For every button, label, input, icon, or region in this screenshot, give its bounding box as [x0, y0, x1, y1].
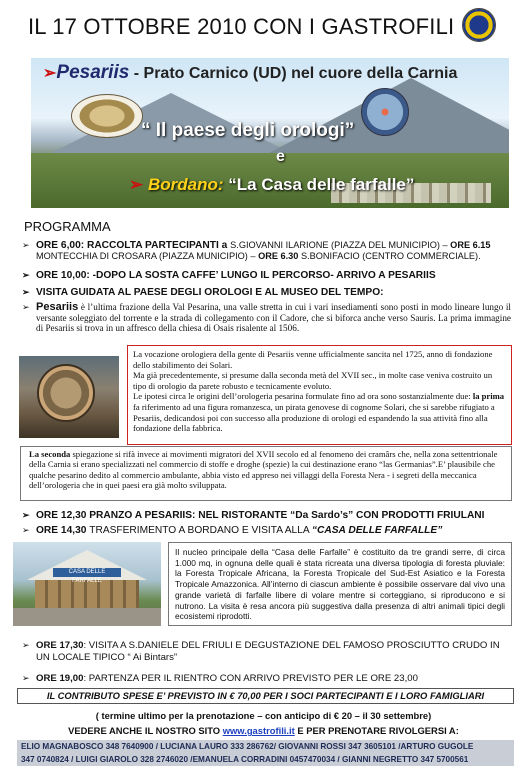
- program-item-trasferimento: ➢ ORE 14,30 TRASFERIMENTO A BORDANO E VISITA ALLA “CASA DELLE FARFALLE”: [22, 525, 443, 536]
- page-title: IL 17 OTTOBRE 2010 CON I GASTROFILI: [28, 14, 455, 39]
- program-item-san-daniele: ➢ ORE 17,30: VISITA A S.DANIELE DEL FRIULI E DEGUSTAZIONE DEL FAMOSO PROSCIUTTO CRUDO IN UN LOCALE TIPICO “ Ai Bintars”: [22, 640, 500, 663]
- arrow-bullet-icon: ➢: [22, 270, 30, 280]
- farfalle-sign: CASA DELLE FARFALLE: [53, 568, 121, 577]
- arrow-bullet-icon: ➢: [43, 65, 57, 82]
- contacts-line: 347 0740824 / LUIGI GIAROLO 328 2746020 /EMANUELA CORRADINI 0457470034 / GIANNI NEGRETTO 347 5700561: [21, 754, 469, 764]
- sundial-photo: [19, 356, 119, 438]
- program-item-pranzo: ➢ ORE 12,30 PRANZO A PESARIIS: NEL RISTORANTE “Da Sardo’s” CON PRODOTTI FRIULANI: [22, 510, 485, 521]
- hero-bordano-subtitle: “La Casa delle farfalle”: [223, 175, 415, 194]
- program-item-partenza: ➢ ORE 19,00: PARTENZA PER IL RIENTRO CON ARRIVO PREVISTO PER LE ORE 23,00: [22, 673, 418, 684]
- contributo-banner: IL CONTRIBUTO SPESE E’ PREVISTO IN € 70,00 PER I SOCI PARTECIPANTI E I LORO FAMIGLIARI: [17, 688, 514, 704]
- arrow-bullet-icon: ➢: [129, 175, 144, 194]
- arrow-bullet-icon: ➢: [22, 640, 30, 650]
- hero-line-pesariis: [43, 62, 457, 84]
- arrow-bullet-icon: ➢: [22, 287, 30, 297]
- programma-heading: PROGRAMMA: [24, 219, 111, 234]
- arrow-bullet-icon: ➢: [22, 673, 30, 683]
- program-item-visita: ➢ VISITA GUIDATA AL PAESE DEGLI OROLOGI E AL MUSEO DEL TEMPO:: [22, 287, 384, 298]
- sundial-image-icon: [71, 94, 143, 138]
- hero-town-pesariis: Pesariis: [56, 62, 130, 83]
- contacts-box: [17, 740, 514, 766]
- site-and-contacts-line: VEDERE ANCHE IL NOSTRO SITO www.gastrofili.it E PER PRENOTARE RIVOLGERSI A:: [68, 725, 459, 736]
- casa-farfalle-photo: [13, 542, 161, 626]
- history-box: [127, 345, 512, 445]
- contacts-line: ELIO MAGNABOSCO 348 7640900 / LUCIANA LAURO 333 286762/ GIOVANNI ROSSI 347 3605101 /ARTURO GUGOLE: [21, 742, 474, 751]
- program-item-pesariis-description: ➢ Pesariis è l’ultima frazione della Val Pesarina, una valle stretta in cui i vari insediamenti sono posti in modo lineare lungo il versante soleggiato del torrente e la strada di collegamento con il Cadore, che si biforca anche verso Sauris. La prima immagine di Pesariis si trova in un affresco della chiesa di Osais risalente al 1506.: [22, 301, 511, 333]
- hero-line-bordano: [129, 175, 414, 195]
- program-item-arrivo: ➢ ORE 10,00: -DOPO LA SOSTA CAFFE’ LUNGO IL PERCORSO- ARRIVO A PESARIIS: [22, 270, 436, 281]
- clock-face-image-icon: [361, 88, 409, 136]
- arrow-bullet-icon: ➢: [22, 302, 30, 312]
- arrow-bullet-icon: ➢: [22, 510, 30, 520]
- program-item-raccolta: ➢ ORE 6,00: RACCOLTA PARTECIPANTI a S.GIOVANNI ILARIONE (PIAZZA DEL MUNICIPIO) – ORE 6.15 MONTECCHIA DI CROSARA (PIAZZA MUNICIPIO) – ORE 6.30 S.BONIFACIO (CENTRO COMMERCIALE).: [22, 240, 491, 261]
- farfalle-description-box: Il nucleo principale della “Casa delle Farfalle” è costituito da tre grandi serre, di circa 1.000 mq, in ognuna delle quali è stata ricreata una diversa tipologia di foresta pluviale: la Foresta Tropicale Africana, la Foresta Tropicale del Sud-Est Asiatico e la Foresta Tropicale Amazzonica. All’interno di ciascun ambiente è possibile osservare dal vivo una grande varietà di farfalle libere di volare mentre si corteggiano, si riproducono e si nutrono. La visita è resa ancora più suggestiva dalla presenza di altri animali tipici degli ecosistemi riprodotti.: [168, 542, 512, 626]
- website-link[interactable]: www.gastrofili.it: [222, 725, 295, 736]
- hero-conjunction: e: [276, 148, 285, 165]
- arrow-bullet-icon: ➢: [22, 525, 30, 535]
- hero-banner: [31, 58, 509, 208]
- hero-town-bordano: Bordano:: [147, 175, 224, 194]
- gastrofili-logo-icon: [462, 8, 496, 42]
- termine-note: ( termine ultimo per la prenotazione – con anticipo di € 20 – il 30 settembre): [95, 710, 432, 721]
- history-paragraph: La vocazione orologiera della gente di Pesariis venne ufficialmente sancita nel 1725, anno di fondazione dello stabilimento dei Solari.: [133, 349, 493, 370]
- hero-slogan: “ Il paese degli orologi”: [141, 120, 355, 141]
- history-paragraph: Le ipotesi circa le origini dell’orologeria pesarina formulate fino ad ora sono sostanzialmente due: la prima fa riferimento ad una figura romanzesca, un pirata genovese di cognome Solari, che si sarebbe rifugiato a Pesariis, dedicandosi poi con successo alla produzione di orologi ed espandendo la sua attività fino alla fondazione della fabbrica.: [133, 391, 505, 434]
- history-paragraph: Ma già precedentemente, si presume dalla seconda metà del XVII sec., in molte case veniva costruito un tipo di orologio da parete robusto e tecnicamente evoluto.: [133, 370, 493, 391]
- second-hypothesis-box: La seconda spiegazione si rifà invece ai movimenti migratori del XVII secolo ed al fenomeno dei cramârs che, nella zona settentrionale della Carnia si erano specializzati nel commercio di stoffe e droghe (spezie) la cui destinazione erano “las Germanias”.E’ plausibile che qualche pesarino dedito al commercio ambulante, abbia visto ed appreso nei villaggi della Foresta Nera - i segreti della meccanica dell’orologeria che in quei paesi era già molto sviluppata.: [20, 446, 512, 501]
- hero-subtitle: - Prato Carnico (UD) nel cuore della Carnia: [129, 65, 458, 82]
- arrow-bullet-icon: ➢: [22, 240, 30, 250]
